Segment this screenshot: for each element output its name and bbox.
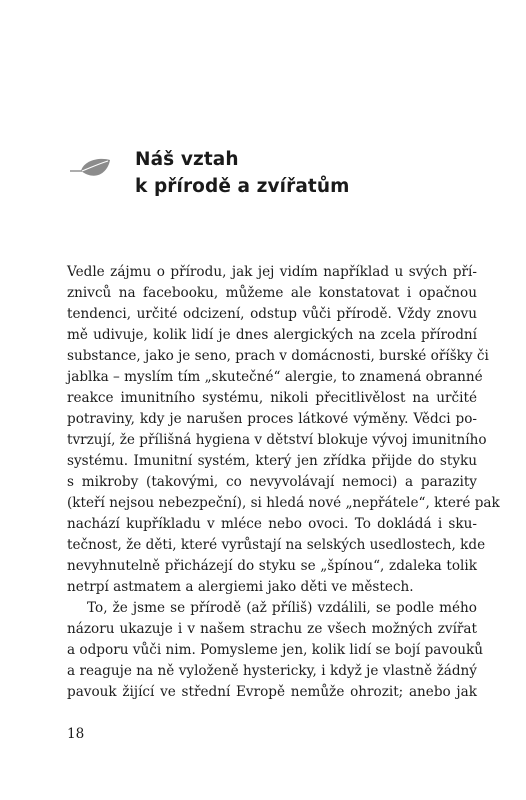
- text-line: mě udivuje, kolik lidí je dnes alergických na zcela přírodní: [67, 327, 477, 343]
- body-text: [67, 262, 500, 703]
- text-line: nevyhnutelně přicházejí do styku se „špínou“, zdaleka tolik: [67, 558, 477, 574]
- page-number: 18: [67, 726, 85, 742]
- text-line: pavouk žijící ve střední Evropě nemůže ohrozit; anebo jak: [67, 684, 477, 700]
- paragraph-1: [67, 262, 500, 598]
- chapter-heading: [135, 146, 350, 200]
- chapter-heading-line-2: k přírodě a zvířatům: [135, 176, 350, 197]
- text-line: tvrzují, že přílišná hygiena v dětství blokuje vývoj imunitního: [67, 432, 487, 448]
- text-line: a odporu vůči nim. Pomysleme jen, kolik lidí se bojí pavouků: [67, 642, 484, 658]
- text-line: znivců na facebooku, můžeme ale konstatovat i opačnou: [67, 285, 477, 301]
- text-line: tečnost, že děti, které vyrůstají na selských usedlostech, kde: [67, 537, 486, 553]
- paragraph-2: [67, 598, 484, 703]
- chapter-heading-line-1: Náš vztah: [135, 149, 239, 170]
- text-line: (kteří nejsou nebezpeční), si hledá nové „nepřátele“, které pak: [67, 495, 500, 511]
- text-line: substance, jako je seno, prach v domácnosti, burské oříšky či: [67, 348, 489, 364]
- text-line: systému. Imunitní systém, který jen zřídka přijde do styku: [67, 453, 477, 469]
- leaf-icon: [70, 155, 112, 185]
- text-line: názoru ukazuje i v našem strachu ze všech možných zvířat: [67, 621, 477, 637]
- text-line: jablka – myslím tím „skutečné“ alergie, to znamená obranné: [67, 369, 483, 385]
- text-line: netrpí astmatem a alergiemi jako děti ve městech.: [67, 579, 414, 595]
- text-line: a reaguje na ně vyloženě hystericky, i když je vlastně žádný: [67, 663, 477, 679]
- text-line: Vedle zájmu o přírodu, jak jej vidím například u svých pří-: [67, 264, 477, 280]
- text-line: nachází kupříkladu v mléce nebo ovoci. To dokládá i sku-: [67, 516, 477, 532]
- text-line: potraviny, kdy je narušen proces látkové výměny. Vědci po-: [67, 411, 477, 427]
- text-line: tendenci, určité odcizení, odstup vůči přírodě. Vždy znovu: [67, 306, 477, 322]
- text-line: s mikroby (takovými, co nevyvolávají nemoci) a parazity: [67, 474, 477, 490]
- text-line: To, že jsme se přírodě (až příliš) vzdálili, se podle mého: [87, 600, 477, 616]
- text-line: reakce imunitního systému, nikoli přecitlivělost na určité: [67, 390, 477, 406]
